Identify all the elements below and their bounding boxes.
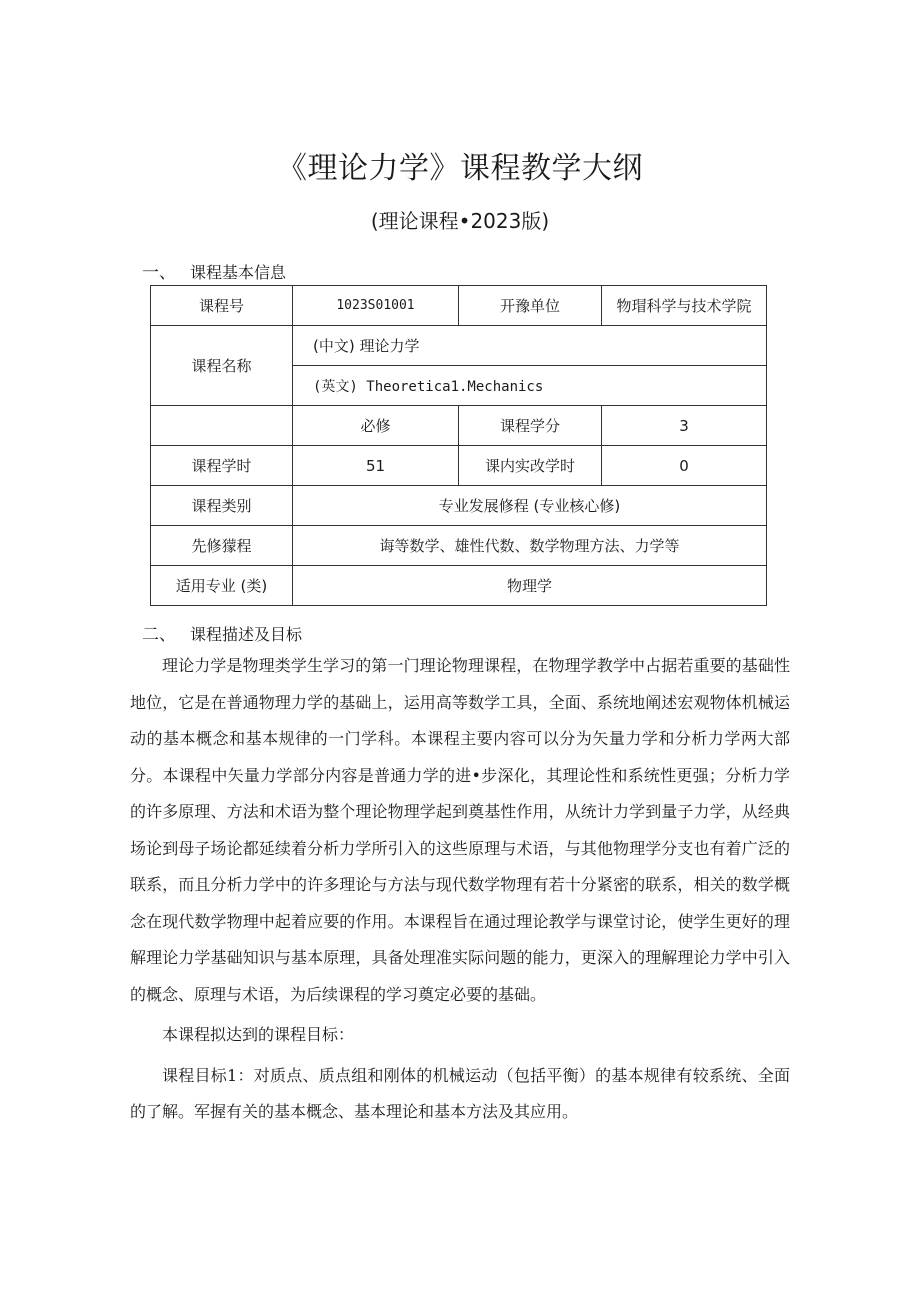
- section-number: 一、: [142, 263, 176, 283]
- section-label: 课程基本信息: [190, 263, 287, 282]
- lab-hours-label: 课内实改学时: [459, 446, 602, 486]
- goal-1: 课程目标1：对质点、质点组和刚体的机械运动（包括平衡）的基本规律有较系统、全面的了解。军握有关的基本概念、基本理论和基本方法及其应用。: [130, 1065, 790, 1121]
- course-no-label: 课程号: [151, 286, 293, 326]
- section-number: 二、: [142, 625, 176, 645]
- page-title: 《理论力学》课程教学大纲: [277, 151, 643, 186]
- hours-label: 课程学时: [151, 446, 293, 486]
- course-no-value: 1023S01001: [293, 286, 459, 326]
- category-value: 专业发展修程 (专业核心修): [293, 486, 767, 526]
- course-name-en: (英文) Theoretica1.Mechanics: [293, 366, 767, 406]
- major-value: 物理学: [293, 566, 767, 606]
- major-label: 适用专业 (类): [151, 566, 293, 606]
- table-row: [151, 486, 767, 526]
- table-row: [151, 286, 767, 326]
- unit-value: 物瑁科学与技术学院: [602, 286, 767, 326]
- prereq-label: 先修獴程: [151, 526, 293, 566]
- course-info-table: [150, 285, 767, 606]
- page-subtitle: (理论课程•2023版): [370, 209, 550, 233]
- goals-intro: 本课程拟达到的课程目标：: [162, 1025, 355, 1044]
- table-row: [151, 446, 767, 486]
- credit-value: 3: [602, 406, 767, 446]
- course-type-label: [151, 406, 293, 446]
- table-row: [151, 406, 767, 446]
- section-label: 课程描述及目标: [190, 625, 303, 644]
- description-paragraph: 理论力学是物理类学生学习的第一门理论物理课程，在物理学教学中占据若重要的基础性地位，它是在普通物理力学的基础上，运用高等数学工具，全面、系统地阐述宏观物体机械运动的基本概念和基本规律的一门学科。本课程主要内容可以分为矢量力学和分析力学两大部分。本课程中矢量力学部分内容是普通力学的进•步深化，其理论性和系统性更强；分析力学的许多原理、方法和术语为整个理论物理学起到奠基性作用，从统计力学到量子力学，从经典场论到母子场论都延续着分析力学所引入的这些原理与术语，与其他物理学分支也有着广泛的联系，而且分析力学中的许多理论与方法与现代数学物理有若十分紧密的联系，相关的数学概念在现代数学物理中起着应要的作用。本课程旨在通过理论教学与课堂讨论，使学生更好的理解理论力学基础知识与基本原理，具备处理准实际问题的能力，更深入的理解理论力学中引入的概念、原理与术语，为后续课程的学习奠定必要的基础。: [130, 656, 790, 1004]
- unit-label: 开豫单位: [459, 286, 602, 326]
- required-value: 必修: [293, 406, 459, 446]
- category-label: 课程类别: [151, 486, 293, 526]
- course-name-label: 课程名称: [151, 326, 293, 406]
- table-row: [151, 526, 767, 566]
- credit-label: 课程学分: [459, 406, 602, 446]
- table-row: [151, 566, 767, 606]
- prereq-value: 诲等数学、雄性代数、数学物理方法、力学等: [293, 526, 767, 566]
- course-description: [130, 648, 790, 1131]
- course-name-cn: (中文) 理论力学: [293, 326, 767, 366]
- hours-value: 51: [293, 446, 459, 486]
- table-row: [151, 326, 767, 366]
- lab-hours-value: 0: [602, 446, 767, 486]
- section-heading-description: [142, 620, 302, 645]
- section-heading-basic-info: [142, 258, 286, 283]
